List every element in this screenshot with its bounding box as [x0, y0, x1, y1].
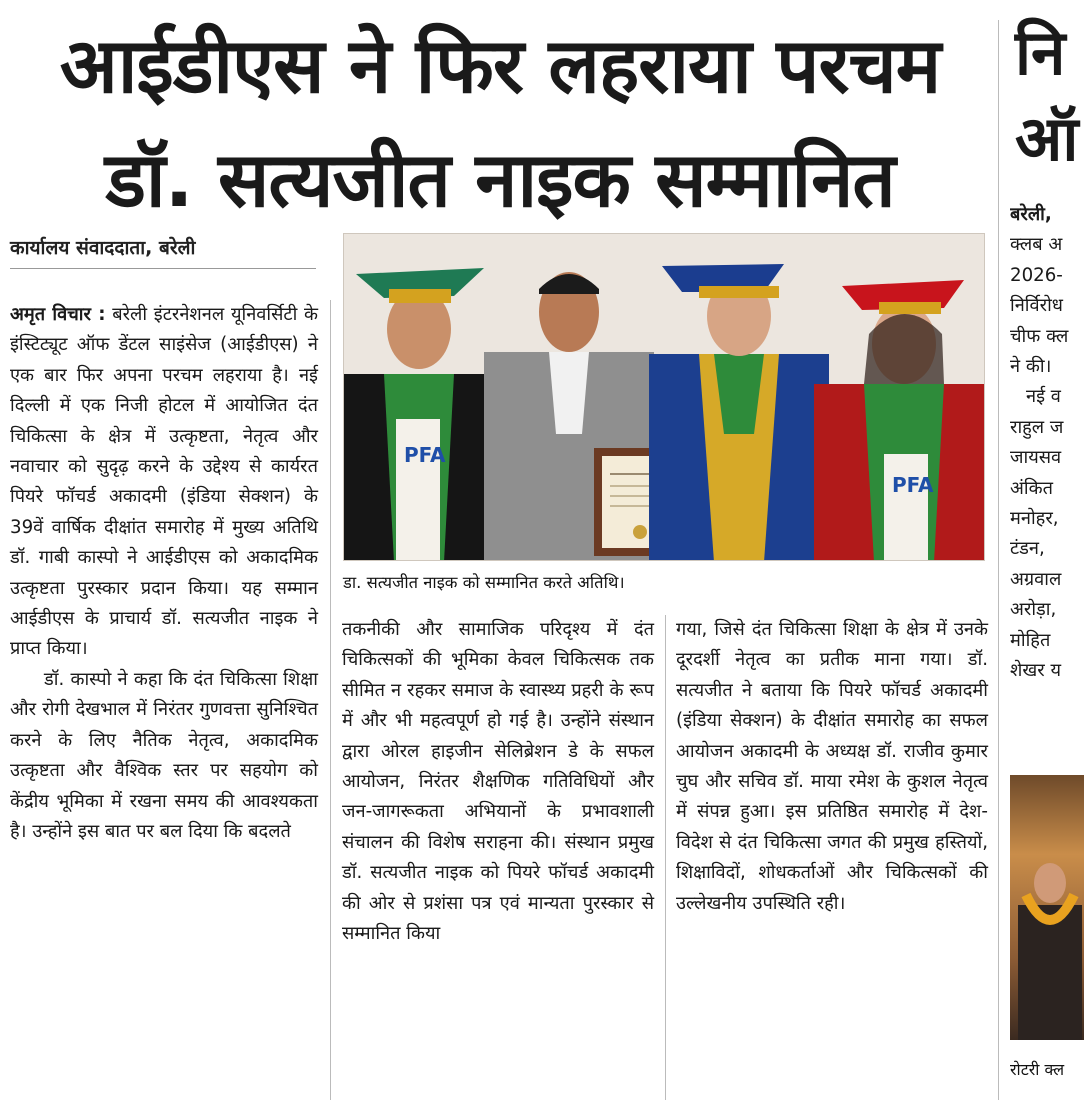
headline-line-2: डॉ. सत्यजीत नाइक सम्मानित	[105, 135, 895, 224]
right-story-line: चीफ क्ल	[1010, 325, 1069, 347]
headline-line-1: आईडीएस ने फिर लहराया परचम	[59, 21, 941, 110]
right-story-line: क्लब अ	[1010, 234, 1063, 256]
stole-logo-1: PFA	[404, 443, 446, 467]
photo-caption: डा. सत्यजीत नाइक को सम्मानित करते अतिथि।	[343, 573, 625, 592]
article-photo	[343, 233, 985, 561]
right-story-line: 2026-	[1010, 264, 1063, 286]
right-photo-illustration	[1010, 775, 1084, 1040]
right-story-line: ने की।	[1010, 356, 1052, 378]
right-story-line: बरेली,	[1010, 204, 1052, 225]
right-story-line: मोहित	[1010, 629, 1051, 651]
right-story-column	[1010, 200, 1084, 687]
dateline: अमृत विचार :	[10, 304, 106, 325]
stole-logo-4: PFA	[892, 473, 934, 497]
right-photo-caption: रोटरी क्ल	[1010, 1060, 1065, 1079]
right-story-line: अंकित	[1010, 477, 1053, 499]
article-column-2: तकनीकी और सामाजिक परिदृश्य में दंत चिकित्सकों की भूमिका केवल चिकित्सक तक सीमित न रहकर समाज के स्वास्थ्य प्रहरी के रूप में और भी महत्वपूर्ण हो गई है। उन्होंने संस्थान द्वारा ओरल हाइजीन सेलिब्रेशन डे के सफल आयोजन, निरंतर शैक्षणिक गतिविधियों और जन-जागरूकता अभियानों के प्रभावशाली संचालन की विशेष सराहना की। संस्थान प्रमुख डॉ. सत्यजीत नाइक को पियरे फॉचर्ड अकादमी की ओर से प्रशंसा पत्र एवं मान्यता पुरस्कार से सम्मानित किया	[342, 619, 654, 945]
article-column-1	[10, 300, 318, 847]
right-story-line: टंडन,	[1010, 538, 1045, 560]
column-divider-2	[665, 615, 666, 1100]
right-story-line: नई व	[1026, 386, 1061, 408]
article-column-3: गया, जिसे दंत चिकित्सा शिक्षा के क्षेत्र में उनके दूरदर्शी नेतृत्व का प्रतीक माना गया। डॉ. सत्यजीत ने बताया कि पियरे फॉचर्ड अकादमी (इंडिया सेक्शन) के दीक्षांत समारोह का सफल आयोजन अकादमी के अध्यक्ष डॉ. राजीव कुमार चुघ और सचिव डॉ. माया रमेश के कुशल नेतृत्व में संपन्न हुआ। इस प्रतिष्ठित समारोह में देश-विदेश से दंत चिकित्सा जगत की प्रमुख हस्तियों, शिक्षाविदों, शोधकर्ताओं और चिकित्सकों की उल्लेखनीय उपस्थिति रही।	[676, 619, 988, 914]
right-story-photo	[1010, 775, 1084, 1040]
right-story-headline-line-1: नि	[1015, 16, 1066, 89]
right-story-line: मनोहर,	[1010, 508, 1059, 530]
column-divider-1	[330, 300, 331, 1100]
right-story-line: अरोड़ा,	[1010, 599, 1057, 621]
right-story-line: निर्विरोध	[1010, 295, 1063, 317]
right-story-line: जायसव	[1010, 447, 1062, 469]
right-story-line: अग्रवाल	[1010, 568, 1062, 590]
byline: कार्यालय संवाददाता, बरेली	[10, 234, 316, 269]
ceremony-illustration	[344, 234, 985, 561]
right-story-headline-line-2: ऑ	[1015, 102, 1079, 175]
right-story-line: शेखर य	[1010, 660, 1062, 682]
article-paragraph-1-text: बरेली इंटरनेशनल यूनिवर्सिटी के इंस्टिट्यूट ऑफ डेंटल साइंसेज (आईडीएस) ने एक बार फिर अपना परचम लहराया है। नई दिल्ली में एक निजी होटल में आयोजित दंत चिकित्सा के क्षेत्र में उत्कृष्टता, नेतृत्व और नवाचार को सुदृढ़ करने के उद्देश्य से कार्यरत पियरे फॉचर्ड अकादमी (इंडिया सेक्शन) के 39वें वार्षिक दीक्षांत समारोह में मुख्य अतिथि डॉ. गाबी कास्पो ने आईडीएस को अकादमिक उत्कृष्टता पुरस्कार प्रदान किया। यह सम्मान आईडीएस के प्राचार्य डॉ. सत्यजीत नाइक ने प्राप्त किया।	[10, 304, 318, 660]
column-divider-3	[998, 20, 999, 1100]
right-story-line: राहुल ज	[1010, 416, 1064, 438]
article-paragraph-1	[10, 300, 318, 665]
article-paragraph-2: डॉ. कास्पो ने कहा कि दंत चिकित्सा शिक्षा और रोगी देखभाल में निरंतर गुणवत्ता सुनिश्चित करने के लिए नैतिक नेतृत्व, अकादमिक उत्कृष्टता और वैश्विक स्तर पर सहयोग को केंद्रीय भूमिका में रखना समय की आवश्यकता है। उन्होंने इस बात पर बल दिया कि बदलते	[10, 668, 318, 842]
